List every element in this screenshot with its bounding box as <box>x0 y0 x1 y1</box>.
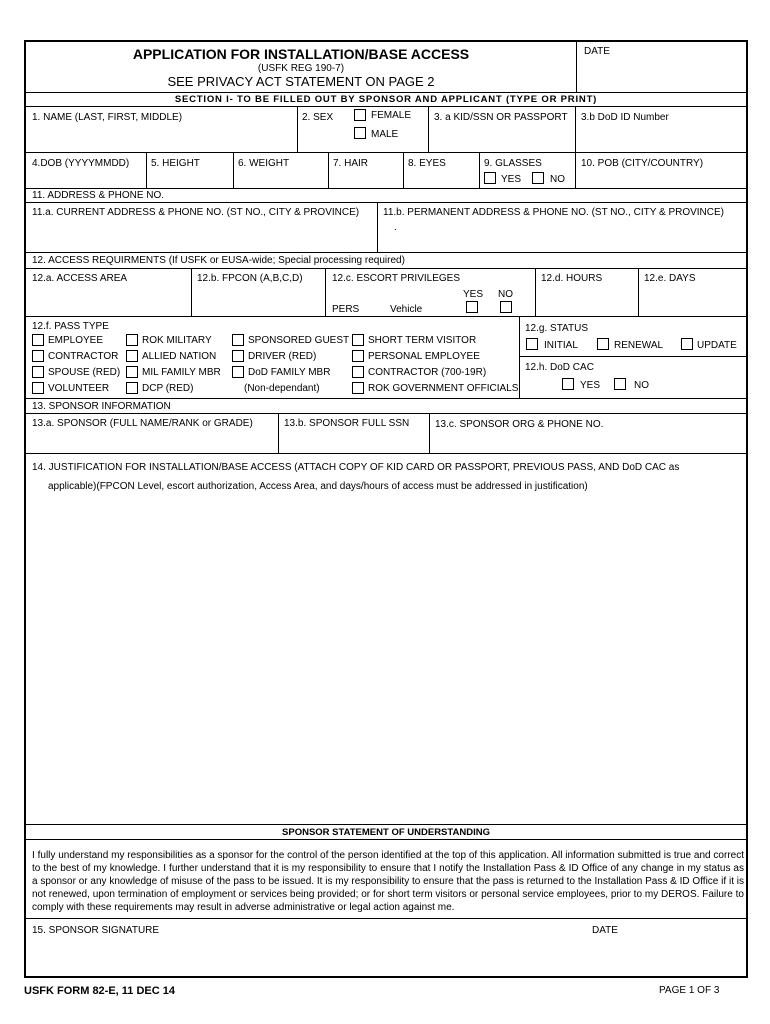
dcp-red-label: DCP (RED) <box>142 383 194 394</box>
current-address-field[interactable]: 11.a. CURRENT ADDRESS & PHONE NO. (ST NO., CITY & PROVINCE) <box>32 207 360 218</box>
escort-yes-label: YES <box>463 289 484 300</box>
section-1-title: SECTION I- TO BE FILLED OUT BY SPONSOR AND APPLICANT (TYPE OR PRINT) <box>174 94 598 105</box>
access-area-field[interactable]: 12.a. ACCESS AREA <box>32 273 128 284</box>
cac-no-checkbox[interactable] <box>614 378 626 390</box>
hours-field[interactable]: 12.d. HOURS <box>541 273 603 284</box>
allied-nation-checkbox[interactable] <box>126 350 138 362</box>
sponsor-signature-field[interactable]: 15. SPONSOR SIGNATURE <box>32 925 160 936</box>
contractor-700-checkbox[interactable] <box>352 366 364 378</box>
statement-text: I fully understand my responsibilities as a sponsor for the control of the person identified at the top of this application. All information submitted is true and correct to the best of my knowledge. I further understand that it is my responsibility to ensure that I notify the Installation Pass & ID Office of any change in my status as a sponsor or any knowledge of misuse of the pass to be issued. It is my responsibility to ensure that the pass is returned to the Installation Pass & ID Office if it is not renewed, upon termination of employment or services being provided; or for short term visitors or personal service employees, prior to my DEROS. Failure to comply with these requirements may result in adverse administrative or legal action against me. <box>32 850 744 913</box>
kid-passport-field[interactable]: 3. a KID/SSN OR PASSPORT <box>434 112 568 123</box>
mil-family-label: MIL FAMILY MBR <box>142 367 221 378</box>
escort-vehicle-label: Vehicle <box>390 304 423 315</box>
dcp-red-checkbox[interactable] <box>126 382 138 394</box>
signature-date-field[interactable]: DATE <box>592 925 618 936</box>
escort-privileges-label: 12.c. ESCORT PRIVILEGES <box>332 273 461 284</box>
status-renewal-checkbox[interactable] <box>597 338 609 350</box>
days-field[interactable]: 12.e. DAYS <box>644 273 696 284</box>
privacy-notice: SEE PRIVACY ACT STATEMENT ON PAGE 2 <box>167 74 435 89</box>
height-field[interactable]: 5. HEIGHT <box>151 158 200 169</box>
glasses-no-checkbox[interactable] <box>532 172 544 184</box>
sex-label: 2. SEX <box>302 112 334 123</box>
short-term-visitor-label: SHORT TERM VISITOR <box>368 335 477 346</box>
statement-title: SPONSOR STATEMENT OF UNDERSTANDING <box>282 827 490 838</box>
cac-yes-label: YES <box>580 380 601 391</box>
pob-field[interactable]: 10. POB (CITY/COUNTRY) <box>581 158 704 169</box>
short-term-visitor-checkbox[interactable] <box>352 334 364 346</box>
status-initial-label: INITIAL <box>544 340 578 351</box>
escort-no-checkbox[interactable] <box>500 301 512 313</box>
allied-nation-label: ALLIED NATION <box>142 351 217 362</box>
dod-id-field[interactable]: 3.b DoD ID Number <box>581 112 669 123</box>
escort-no-label: NO <box>498 289 513 300</box>
glasses-label: 9. GLASSES <box>484 158 542 169</box>
glasses-yes-checkbox[interactable] <box>484 172 496 184</box>
personal-employee-label: PERSONAL EMPLOYEE <box>368 351 480 362</box>
dob-field[interactable]: 4.DOB (YYYYMMDD) <box>32 158 130 169</box>
male-checkbox[interactable] <box>354 127 366 139</box>
sponsored-guest-label: SPONSORED GUEST <box>248 335 350 346</box>
escort-yes-checkbox[interactable] <box>466 301 478 313</box>
justification-label: 14. JUSTIFICATION FOR INSTALLATION/BASE ACCESS (ATTACH COPY OF KID CARD OR PASSPORT, PREVIOUS PASS, AND DoD CAC as <box>32 462 680 473</box>
volunteer-checkbox[interactable] <box>32 382 44 394</box>
access-requirements-label: 12. ACCESS REQUIRMENTS (If USFK or EUSA-wide; Special processing required) <box>32 255 405 266</box>
permanent-address-field[interactable]: 11.b. PERMANENT ADDRESS & PHONE NO. (ST NO., CITY & PROVINCE) <box>383 207 725 218</box>
page-number: PAGE 1 OF 3 <box>659 985 720 996</box>
header-divider <box>576 42 577 92</box>
form-title: APPLICATION FOR INSTALLATION/BASE ACCESS <box>132 46 470 62</box>
sponsor-name-field[interactable]: 13.a. SPONSOR (FULL NAME/RANK or GRADE) <box>32 418 253 429</box>
header-date-label: DATE <box>584 46 610 57</box>
rok-government-checkbox[interactable] <box>352 382 364 394</box>
dod-family-checkbox[interactable] <box>232 366 244 378</box>
contractor-label: CONTRACTOR <box>48 351 119 362</box>
sponsored-guest-checkbox[interactable] <box>232 334 244 346</box>
eyes-field[interactable]: 8. EYES <box>408 158 446 169</box>
address-section-label: 11. ADDRESS & PHONE NO. <box>32 190 165 201</box>
form-body <box>24 40 748 978</box>
dod-family-label: DoD FAMILY MBR <box>248 367 331 378</box>
escort-pers-label: PERS <box>332 304 360 315</box>
cac-yes-checkbox[interactable] <box>562 378 574 390</box>
justification-instructions: applicable)(FPCON Level, escort authorization, Access Area, and days/hours of access must be addressed in justification) <box>48 481 588 492</box>
female-label: FEMALE <box>371 110 412 121</box>
cac-no-label: NO <box>634 380 649 391</box>
employee-label: EMPLOYEE <box>48 335 104 346</box>
spouse-red-checkbox[interactable] <box>32 366 44 378</box>
mil-family-checkbox[interactable] <box>126 366 138 378</box>
contractor-checkbox[interactable] <box>32 350 44 362</box>
sponsor-org-field[interactable]: 13.c. SPONSOR ORG & PHONE NO. <box>435 419 604 430</box>
male-label: MALE <box>371 129 399 140</box>
glasses-no-label: NO <box>550 174 565 185</box>
personal-employee-checkbox[interactable] <box>352 350 364 362</box>
driver-red-label: DRIVER (RED) <box>248 351 317 362</box>
status-update-label: UPDATE <box>697 340 737 351</box>
status-initial-checkbox[interactable] <box>526 338 538 350</box>
status-renewal-label: RENEWAL <box>614 340 664 351</box>
status-label: 12.g. STATUS <box>525 323 588 334</box>
spouse-red-label: SPOUSE (RED) <box>48 367 121 378</box>
name-field[interactable]: 1. NAME (LAST, FIRST, MIDDLE) <box>32 112 183 123</box>
volunteer-label: VOLUNTEER <box>48 383 110 394</box>
weight-field[interactable]: 6. WEIGHT <box>238 158 290 169</box>
rok-government-label: ROK GOVERNMENT OFFICIALS <box>368 383 519 394</box>
rok-military-label: ROK MILITARY <box>142 335 212 346</box>
sponsor-info-label: 13. SPONSOR INFORMATION <box>32 401 171 412</box>
hair-field[interactable]: 7. HAIR <box>333 158 369 169</box>
justification-textarea[interactable] <box>26 496 746 824</box>
female-checkbox[interactable] <box>354 109 366 121</box>
fpcon-field[interactable]: 12.b. FPCON (A,B,C,D) <box>197 273 303 284</box>
glasses-yes-label: YES <box>501 174 522 185</box>
rok-military-checkbox[interactable] <box>126 334 138 346</box>
form-id: USFK FORM 82-E, 11 DEC 14 <box>24 985 175 997</box>
driver-red-checkbox[interactable] <box>232 350 244 362</box>
status-update-checkbox[interactable] <box>681 338 693 350</box>
non-dependant-label: (Non-dependant) <box>244 383 320 394</box>
dod-cac-label: 12.h. DoD CAC <box>525 362 594 373</box>
contractor-700-label: CONTRACTOR (700-19R) <box>368 367 487 378</box>
employee-checkbox[interactable] <box>32 334 44 346</box>
pass-type-label: 12.f. PASS TYPE <box>32 321 109 332</box>
form-regulation: (USFK REG 190-7) <box>257 63 345 74</box>
address-dot: . <box>394 222 397 233</box>
sponsor-ssn-field[interactable]: 13.b. SPONSOR FULL SSN <box>284 418 410 429</box>
